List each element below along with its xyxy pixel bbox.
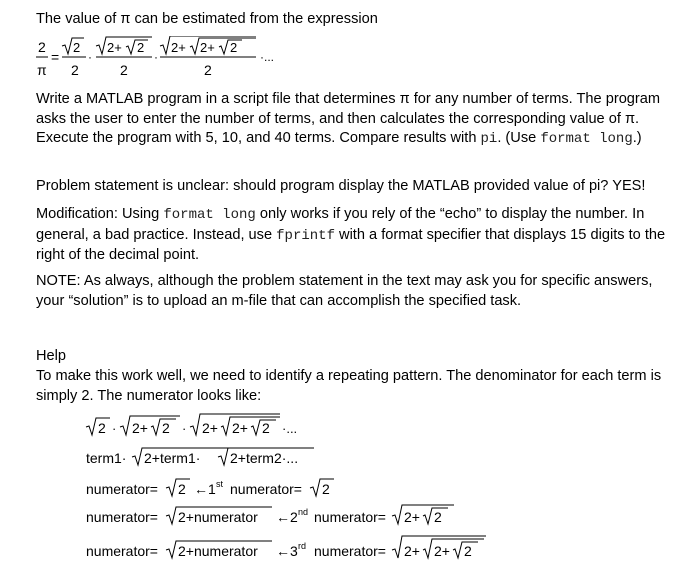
svg-text:numerator=: numerator= [230, 481, 302, 497]
svg-text:2: 2 [137, 40, 145, 55]
intro-text: The value of π can be estimated from the expression [36, 11, 378, 27]
svg-text:·: · [154, 50, 158, 64]
numerator-step-3 [84, 534, 524, 566]
equals-sign: = [51, 49, 60, 65]
svg-text:2+: 2+ [404, 509, 420, 525]
code-format-long-2: format long [163, 207, 256, 223]
svg-text:·...: ·... [260, 50, 274, 64]
numerator-pattern [84, 413, 344, 441]
svg-text:2+: 2+ [202, 420, 218, 436]
svg-text:2+: 2+ [107, 40, 122, 55]
svg-text:2: 2 [73, 40, 81, 55]
svg-text:st: st [216, 479, 224, 489]
svg-text:←2: ←2 [276, 509, 298, 525]
clarification-paragraph: Problem statement is unclear: should program display the MATLAB provided value of pi? YES! [36, 178, 646, 194]
problem-paragraph [36, 90, 666, 150]
term-pattern [84, 443, 384, 471]
note-paragraph: NOTE: As always, although the problem statement in the text may ask you for specific answers, your “solution” is to upload an m-file that can accomplish the specified task. [36, 273, 653, 309]
lhs-numerator: 2 [38, 39, 46, 55]
svg-text:2+: 2+ [404, 543, 420, 559]
svg-text:term1·: term1· [86, 450, 127, 466]
pi-formula-graphic [34, 36, 294, 84]
svg-text:·...: ·... [282, 421, 298, 436]
svg-text:2+: 2+ [132, 420, 148, 436]
svg-text:numerator=: numerator= [314, 509, 386, 525]
svg-text:·: · [88, 50, 92, 64]
svg-text:2: 2 [322, 481, 330, 497]
svg-text:·: · [112, 421, 117, 436]
svg-text:numerator=: numerator= [86, 543, 158, 559]
numerator-step-2 [84, 502, 504, 532]
code-fprintf: fprintf [276, 227, 335, 244]
svg-text:2: 2 [262, 420, 270, 436]
svg-text:2+: 2+ [171, 40, 186, 55]
svg-text:2+numerator: 2+numerator [178, 543, 258, 559]
svg-text:2: 2 [71, 62, 79, 78]
svg-text:←3: ←3 [276, 543, 298, 559]
svg-text:2+: 2+ [434, 543, 450, 559]
lhs-denominator: π [37, 62, 47, 78]
svg-text:numerator=: numerator= [314, 543, 386, 559]
svg-text:2: 2 [464, 543, 472, 559]
svg-text:2+: 2+ [232, 420, 248, 436]
svg-text:2+: 2+ [200, 40, 215, 55]
svg-text:·: · [182, 421, 187, 436]
code-format-long: format long [540, 131, 633, 147]
help-body: To make this work well, we need to identify a repeating pattern. The denominator for each term is simply 2. The numerator looks like: [36, 368, 662, 404]
svg-text:numerator=: numerator= [86, 481, 158, 497]
svg-text:numerator=: numerator= [86, 509, 158, 525]
svg-text:nd: nd [298, 507, 309, 517]
svg-text:2: 2 [230, 40, 238, 55]
modification-text-c: with a format specifier that displays 15 digits to the right of the decimal point. [36, 226, 666, 263]
problem-text-c: .) [632, 130, 642, 146]
code-pi: pi [480, 131, 498, 147]
svg-text:←1: ←1 [194, 481, 216, 497]
svg-text:rd: rd [298, 541, 307, 551]
svg-text:2: 2 [204, 62, 212, 78]
numerator-step-1 [84, 474, 404, 504]
svg-text:2+term1·: 2+term1· [144, 450, 201, 466]
svg-text:2: 2 [178, 481, 186, 497]
problem-text-b: . (Use [497, 130, 541, 146]
svg-text:2: 2 [120, 62, 128, 78]
svg-text:2: 2 [162, 420, 170, 436]
svg-text:2+numerator: 2+numerator [178, 509, 258, 525]
svg-text:2: 2 [434, 509, 442, 525]
modification-paragraph [36, 205, 666, 266]
svg-text:2+term2·...: 2+term2·... [230, 450, 299, 466]
problem-text: Write a MATLAB program in a script file that determines π for any number of terms. The program asks the user to enter the number of terms, and then calculates the corresponding value of π. Execute the program with 5, 10, and 40 terms. Compare results with [36, 91, 661, 146]
help-title: Help [36, 348, 67, 364]
modification-text: Modification: Using [36, 206, 164, 222]
modification-text-b: only works if you rely of the “echo” to display the number. In general, a bad practice. Instead, use [36, 206, 645, 243]
svg-text:2: 2 [98, 420, 106, 436]
